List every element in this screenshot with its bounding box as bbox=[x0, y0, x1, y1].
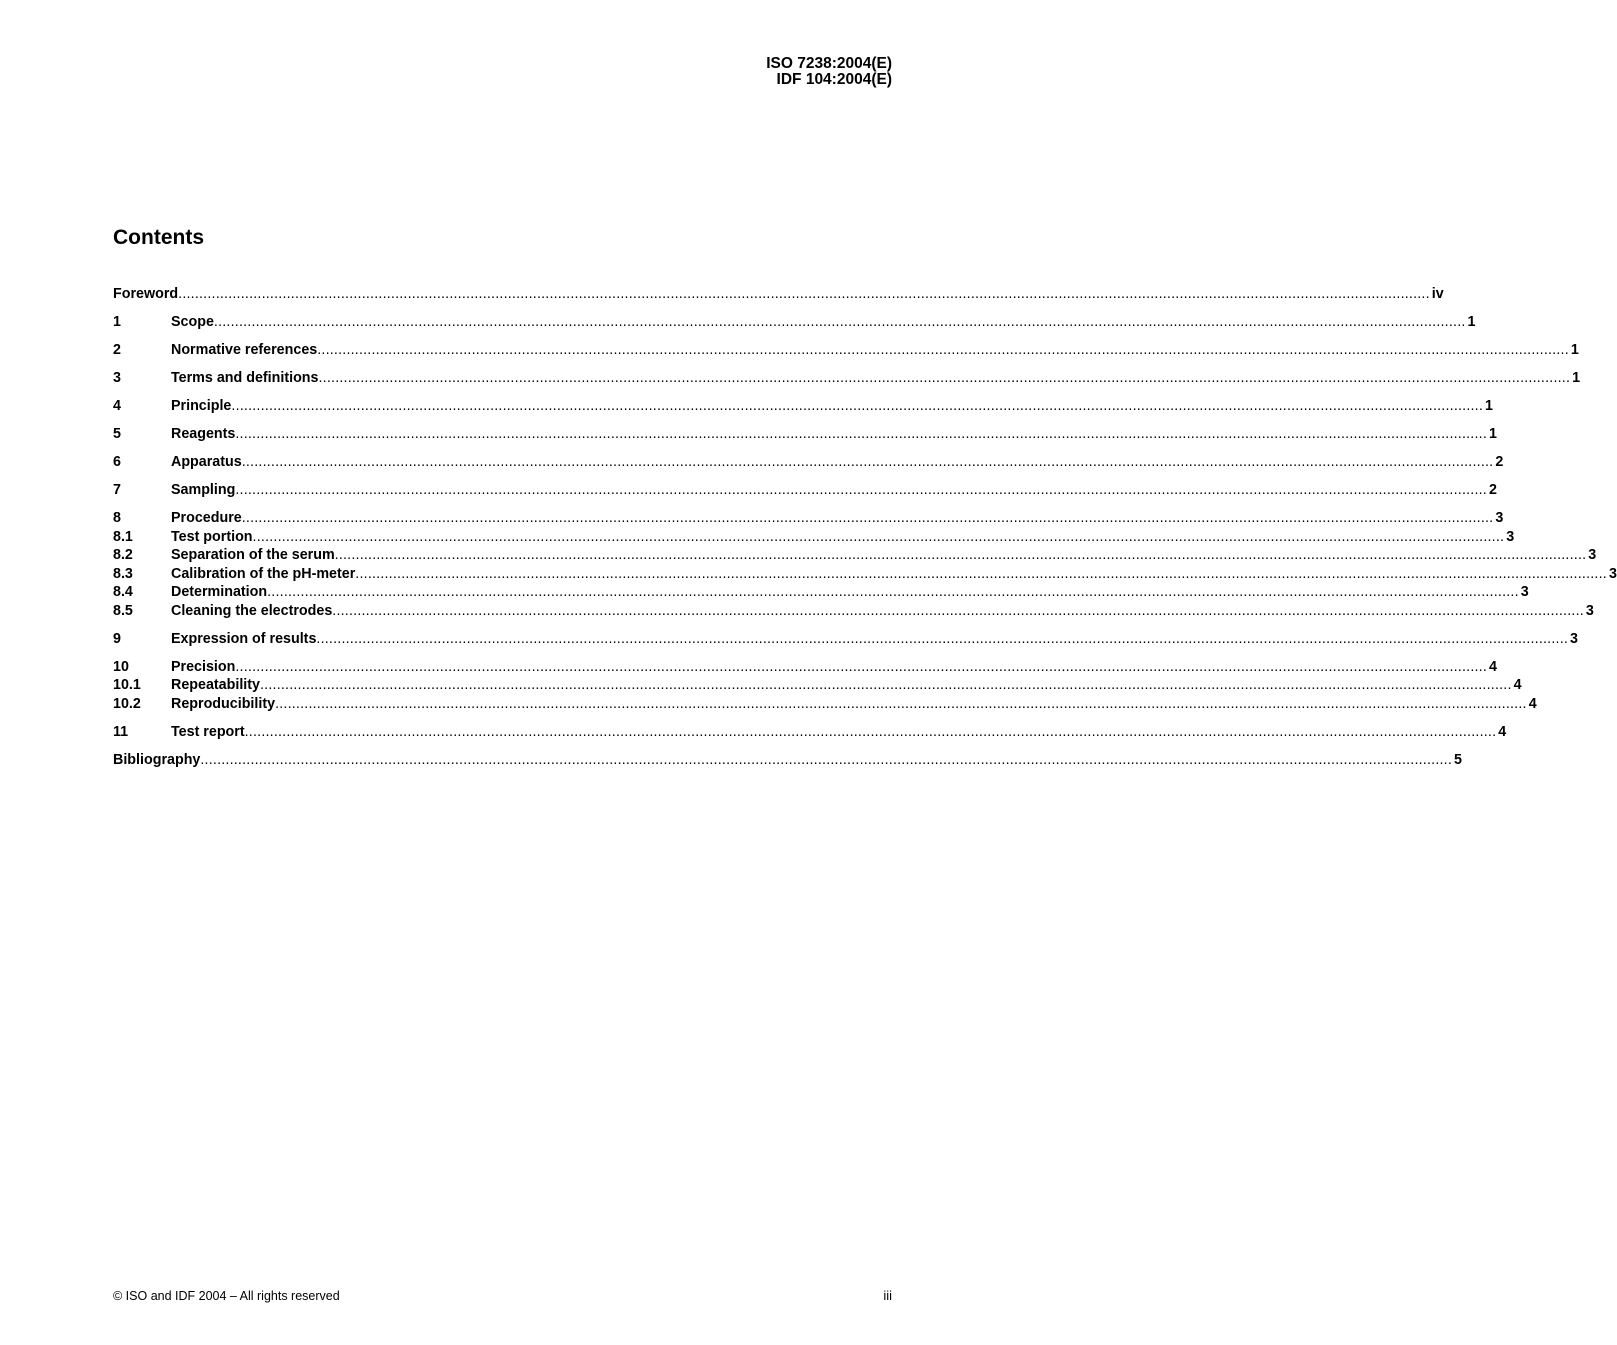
toc-label: Separation of the serum bbox=[171, 547, 335, 563]
toc-number: 8.3 bbox=[113, 565, 133, 582]
toc-entry-scope[interactable] bbox=[113, 313, 1476, 332]
toc-leader: ............................................................................................................................................................................................................................................................................................................ bbox=[317, 342, 1569, 358]
toc-page: 4 bbox=[1489, 658, 1497, 675]
toc-page: 5 bbox=[1454, 751, 1462, 768]
toc-leader: ............................................................................................................................................................................................................................................................................................................ bbox=[241, 510, 1494, 526]
toc-entry-precision[interactable] bbox=[113, 658, 1497, 677]
toc-label: Repeatability bbox=[171, 677, 260, 693]
toc-leader: ............................................................................................................................................................................................................................................................................................................ bbox=[316, 630, 1569, 647]
toc-label: Bibliography bbox=[113, 751, 201, 768]
toc-label: Foreword bbox=[113, 286, 179, 302]
toc-number: 1 bbox=[113, 314, 121, 330]
toc-entry-sampling[interactable] bbox=[113, 481, 1497, 500]
toc-page: 3 bbox=[1585, 602, 1594, 619]
toc-page: 1 bbox=[1572, 370, 1581, 386]
toc-label: Sampling bbox=[171, 482, 236, 498]
iso-number: ISO 7238:2004(E) bbox=[766, 55, 892, 72]
toc-page: 3 bbox=[1570, 630, 1578, 647]
toc-page: 2 bbox=[1495, 454, 1504, 470]
toc-entry-apparatus[interactable] bbox=[113, 453, 1504, 472]
toc-leader: ............................................................................................................................................................................................................................................................................................................ bbox=[241, 454, 1494, 470]
toc-leader: ............................................................................................................................................................................................................................................................................................................ bbox=[213, 314, 1466, 330]
toc-entry-expression-of-results[interactable] bbox=[113, 630, 1578, 649]
toc-number: 9 bbox=[113, 630, 121, 647]
toc-page: 4 bbox=[1513, 677, 1522, 693]
toc-label: Principle bbox=[171, 398, 232, 414]
toc-leader: ............................................................................................................................................................................................................................................................................................................ bbox=[231, 398, 1484, 414]
toc-page: 3 bbox=[1520, 584, 1529, 600]
copyright-notice: © ISO and IDF 2004 – All rights reserved bbox=[113, 1289, 340, 1303]
toc-page: 3 bbox=[1495, 510, 1504, 526]
toc-leader: ............................................................................................................................................................................................................................................................................................................ bbox=[200, 751, 1453, 768]
toc-entry-procedure[interactable] bbox=[113, 509, 1504, 528]
toc-label: Test report bbox=[171, 723, 245, 740]
toc-number: 8.2 bbox=[113, 547, 133, 563]
toc-number: 10.1 bbox=[113, 677, 141, 693]
toc-entry-normative-references[interactable] bbox=[113, 341, 1579, 360]
toc-label: Expression of results bbox=[171, 630, 317, 647]
toc-number: 7 bbox=[113, 482, 121, 498]
toc-number: 8.1 bbox=[113, 528, 133, 545]
toc-entry-determination[interactable] bbox=[113, 583, 1529, 602]
toc-label: Determination bbox=[171, 584, 268, 600]
toc-number: 4 bbox=[113, 398, 121, 414]
toc-label: Calibration of the pH-meter bbox=[171, 565, 356, 582]
toc-entry-terms-and-definitions[interactable] bbox=[113, 369, 1581, 388]
toc-entry-separation-of-the-serum[interactable] bbox=[113, 546, 1597, 565]
toc-leader: ............................................................................................................................................................................................................................................................................................................ bbox=[275, 695, 1527, 712]
toc-number: 5 bbox=[113, 426, 121, 442]
toc-page: 3 bbox=[1608, 565, 1617, 582]
toc-leader: ............................................................................................................................................................................................................................................................................................................ bbox=[355, 565, 1607, 582]
toc-number: 11 bbox=[113, 723, 129, 740]
toc-label: Scope bbox=[171, 314, 214, 330]
toc-number: 2 bbox=[113, 342, 121, 358]
toc-leader: ............................................................................................................................................................................................................................................................................................................ bbox=[178, 286, 1430, 302]
toc-page: 1 bbox=[1570, 342, 1579, 358]
toc-number: 10.2 bbox=[113, 695, 141, 712]
toc-entry-cleaning-the-electrodes[interactable] bbox=[113, 602, 1594, 621]
toc-page: 1 bbox=[1467, 314, 1476, 330]
toc-entry-principle[interactable] bbox=[113, 397, 1493, 416]
toc-entry-reproducibility[interactable] bbox=[113, 695, 1537, 714]
toc-leader: ............................................................................................................................................................................................................................................................................................................ bbox=[332, 602, 1584, 619]
toc-label: Reagents bbox=[171, 426, 236, 442]
toc-page: iv bbox=[1431, 286, 1444, 302]
toc-entry-calibration-of-the-ph-meter[interactable] bbox=[113, 565, 1617, 584]
toc-leader: ............................................................................................................................................................................................................................................................................................................ bbox=[267, 584, 1519, 600]
toc-leader: ............................................................................................................................................................................................................................................................................................................ bbox=[318, 370, 1571, 386]
toc-number: 8.4 bbox=[113, 584, 133, 600]
toc-leader: ............................................................................................................................................................................................................................................................................................................ bbox=[235, 658, 1488, 675]
toc-label: Reproducibility bbox=[171, 695, 276, 712]
toc-leader: ............................................................................................................................................................................................................................................................................................................ bbox=[260, 677, 1512, 693]
toc-number: 8 bbox=[113, 510, 121, 526]
toc-entry-bibliography[interactable] bbox=[113, 751, 1462, 770]
toc-label: Test portion bbox=[171, 528, 253, 545]
toc-label: Cleaning the electrodes bbox=[171, 602, 333, 619]
toc-leader: ............................................................................................................................................................................................................................................................................................................ bbox=[252, 528, 1505, 545]
toc-label: Terms and definitions bbox=[171, 370, 319, 386]
toc-label: Precision bbox=[171, 658, 236, 675]
toc-entry-reagents[interactable] bbox=[113, 425, 1497, 444]
document-identifier bbox=[766, 56, 892, 88]
toc-page: 3 bbox=[1588, 547, 1597, 563]
toc-leader: ............................................................................................................................................................................................................................................................................................................ bbox=[235, 426, 1487, 442]
toc-page: 2 bbox=[1488, 482, 1497, 498]
toc-label: Apparatus bbox=[171, 454, 242, 470]
toc-leader: ............................................................................................................................................................................................................................................................................................................ bbox=[244, 723, 1497, 740]
page-number: iii bbox=[883, 1288, 892, 1303]
toc-leader: ............................................................................................................................................................................................................................................................................................................ bbox=[235, 482, 1487, 498]
toc-number: 10 bbox=[113, 658, 129, 675]
toc-leader: ............................................................................................................................................................................................................................................................................................................ bbox=[334, 547, 1587, 563]
toc-number: 3 bbox=[113, 370, 121, 386]
toc-page: 4 bbox=[1528, 695, 1537, 712]
idf-number: IDF 104:2004(E) bbox=[776, 71, 892, 88]
toc-entry-test-portion[interactable] bbox=[113, 528, 1515, 547]
toc-page: 3 bbox=[1506, 528, 1515, 545]
toc-entry-repeatability[interactable] bbox=[113, 676, 1522, 695]
toc-entry-test-report[interactable] bbox=[113, 723, 1507, 742]
toc-page: 4 bbox=[1498, 723, 1507, 740]
table-of-contents bbox=[113, 285, 1617, 769]
toc-number: 6 bbox=[113, 454, 121, 470]
toc-page: 1 bbox=[1489, 426, 1497, 442]
toc-number: 8.5 bbox=[113, 602, 133, 619]
toc-page: 1 bbox=[1485, 398, 1493, 414]
page-title: Contents bbox=[113, 226, 204, 249]
toc-label: Normative references bbox=[171, 342, 318, 358]
toc-label: Procedure bbox=[171, 510, 242, 526]
toc-entry-foreword[interactable] bbox=[113, 285, 1444, 304]
